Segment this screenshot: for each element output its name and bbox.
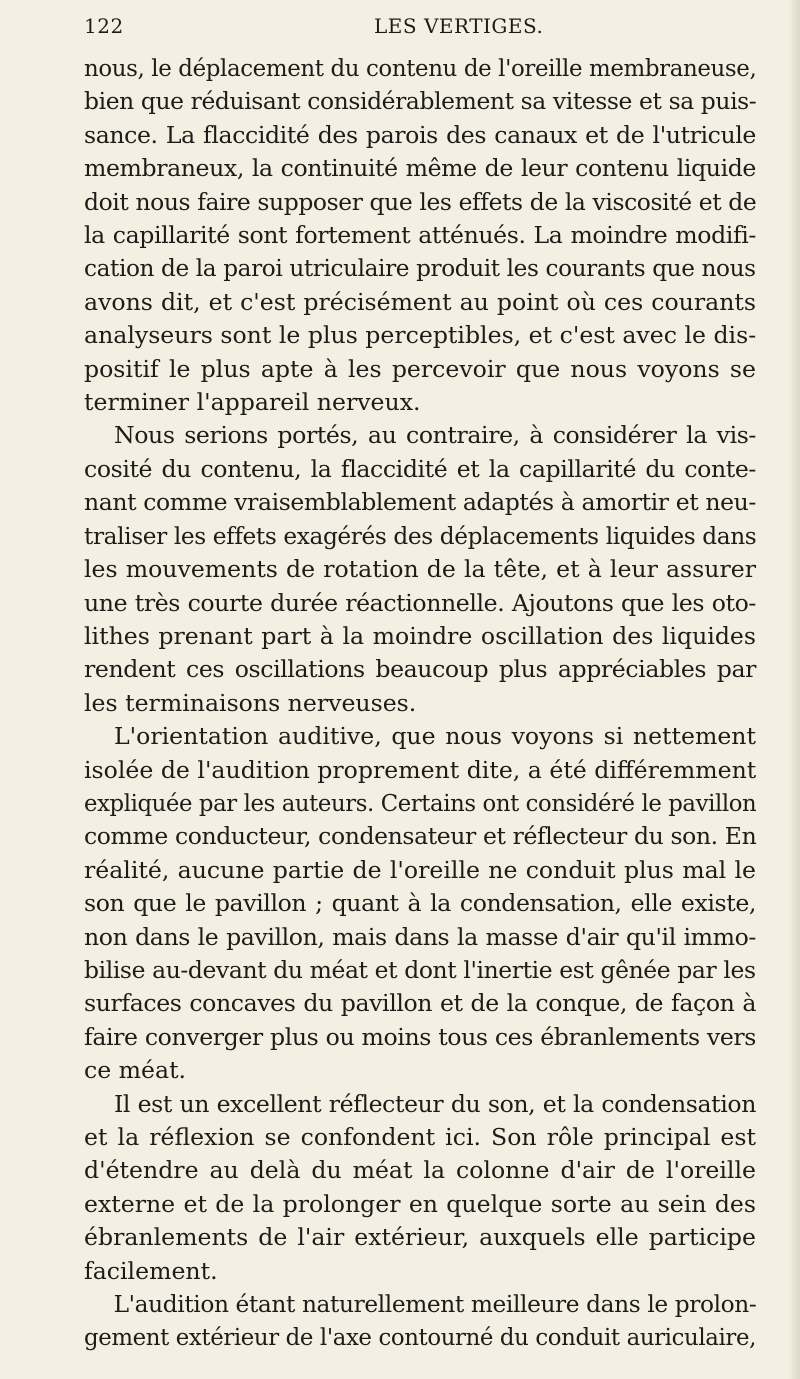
text-line: avons dit, et c'est précisément au point où ces courants: [84, 287, 756, 316]
text-line: d'étendre au delà du méat la colonne d'air de l'oreille: [84, 1156, 756, 1185]
text-line: analyseurs sont le plus perceptibles, et c'est avec le dis-: [84, 321, 757, 350]
text-line: doit nous faire supposer que les effets de la viscosité et de: [84, 187, 757, 216]
text-line: bien que réduisant considérablement sa vitesse et sa puis-: [84, 87, 757, 116]
text-line-paragraph-start: L'audition étant naturellement meilleure dans le prolon-: [113, 1290, 757, 1319]
text-line: faire converger plus ou moins tous ces ébranlements vers: [84, 1022, 756, 1051]
text-line: isolée de l'audition proprement dite, a été différemment: [84, 755, 757, 784]
text-line: ébranlements de l'air extérieur, auxquels elle participe: [84, 1223, 756, 1252]
text-line: la capillarité sont fortement atténués. La moindre modifi-: [84, 221, 756, 250]
text-line: traliser les effets exagérés des déplacements liquides dans: [84, 521, 757, 550]
text-line: et la réflexion se confondent ici. Son rôle principal est: [84, 1123, 756, 1151]
text-line-paragraph-end: facilement.: [84, 1256, 218, 1285]
text-line: une très courte durée réactionnelle. Ajoutons que les oto-: [84, 588, 756, 617]
text-line: gement extérieur de l'axe contourné du conduit auriculaire,: [84, 1323, 756, 1352]
text-line: lithes prenant part à la moindre oscillation des liquides: [84, 621, 756, 650]
text-line: non dans le pavillon, mais dans la masse d'air qu'il immo-: [84, 922, 756, 951]
text-line: bilise au-devant du méat et dont l'inertie est gênée par les: [84, 955, 756, 984]
text-line: son que le pavillon ; quant à la condensation, elle existe,: [84, 889, 756, 918]
page-number: 122: [84, 14, 124, 38]
text-line: cosité du contenu, la flaccidité et la capillarité du conte-: [84, 454, 756, 483]
text-line: réalité, aucune partie de l'oreille ne conduit plus mal le: [84, 855, 756, 884]
running-title: LES VERTIGES.: [374, 14, 544, 38]
text-line-paragraph-end: terminer l'appareil nerveux.: [84, 388, 421, 417]
text-line: externe et de la prolonger en quelque sorte au sein des: [84, 1189, 756, 1218]
text-line: les mouvements de rotation de la tête, et à leur assurer: [84, 555, 756, 584]
text-line: cation de la paroi utriculaire produit les courants que nous: [84, 254, 756, 283]
page-header: [84, 14, 756, 48]
page-edge-shadow: [788, 0, 800, 1379]
body-text: [84, 52, 756, 1355]
text-line: rendent ces oscillations beaucoup plus appréciables par: [84, 655, 756, 684]
text-line-paragraph-start: Il est un excellent réflecteur du son, et la condensation: [114, 1089, 756, 1118]
text-line: expliquée par les auteurs. Certains ont considéré le pavillon: [84, 788, 757, 817]
text-line-paragraph-start: Nous serions portés, au contraire, à considérer la vis-: [114, 421, 756, 450]
text-line: nous, le déplacement du contenu de l'oreille membraneuse,: [84, 54, 757, 82]
text-line-paragraph-start: L'orientation auditive, que nous voyons si nettement: [114, 722, 756, 751]
text-line-paragraph-end: les terminaisons nerveuses.: [84, 688, 417, 717]
text-line: membraneux, la continuité même de leur contenu liquide: [84, 154, 756, 183]
text-line: sance. La flaccidité des parois des canaux et de l'utricule: [84, 120, 756, 149]
text-line: surfaces concaves du pavillon et de la conque, de façon à: [84, 989, 756, 1018]
text-line-paragraph-end: ce méat.: [84, 1056, 187, 1085]
text-line: positif le plus apte à les percevoir que nous voyons se: [84, 354, 756, 383]
text-line: comme conducteur, condensateur et réflecteur du son. En: [84, 822, 757, 851]
text-line: nant comme vraisemblablement adaptés à amortir et neu-: [84, 488, 756, 517]
